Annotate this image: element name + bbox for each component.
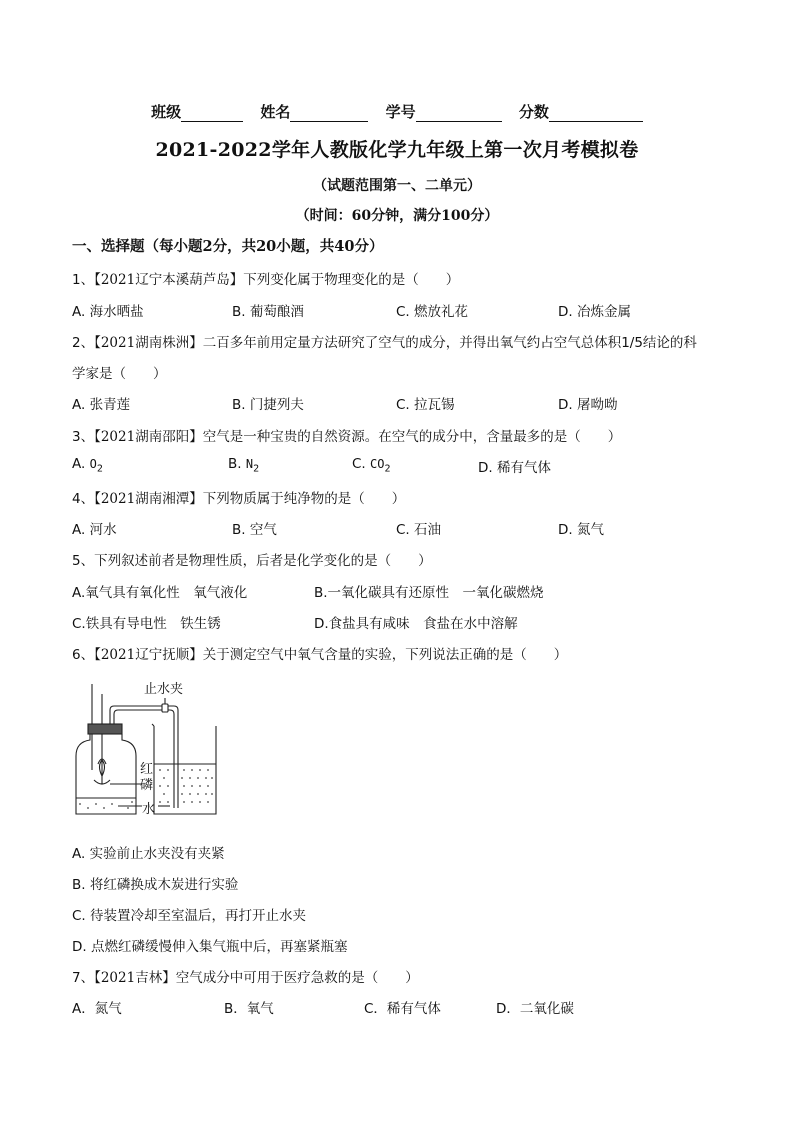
- question-number: 4、: [72, 491, 95, 507]
- option-c[interactable]: C．稀有气体: [364, 1001, 441, 1017]
- option-c[interactable]: C. 待装置冷却至室温后，再打开止水夹: [72, 908, 307, 924]
- student-info-header: [0, 101, 794, 122]
- option-d[interactable]: [478, 456, 551, 476]
- oxygen-experiment-figure: [70, 680, 230, 820]
- class-field[interactable]: [151, 101, 243, 122]
- option-letter: A.: [72, 456, 86, 472]
- question-6: [72, 643, 567, 663]
- student-no-label: 学号: [385, 103, 416, 121]
- question-number: 2、: [72, 335, 95, 351]
- class-label: 班级: [151, 103, 182, 121]
- question-source: 【2021湖南邵阳】: [94, 429, 203, 445]
- clamp-label: 止水夹: [144, 682, 184, 697]
- option-letter: D.: [478, 460, 493, 476]
- option-d[interactable]: D. 点燃红磷缓慢伸入集气瓶中后，再塞紧瓶塞: [72, 939, 348, 955]
- option-b[interactable]: B．氧气: [224, 1001, 274, 1017]
- option-a[interactable]: A．氮气: [72, 1001, 122, 1017]
- option-a[interactable]: A. 海水晒盐: [72, 304, 144, 320]
- option-b[interactable]: B. 空气: [232, 522, 277, 538]
- question-source: 【2021吉林】: [94, 970, 176, 986]
- question-source: 【2021辽宁抚顺】: [94, 647, 203, 663]
- question-7: [72, 966, 419, 986]
- formula-subscript: 2: [96, 463, 103, 475]
- option-d[interactable]: D. 屠呦呦: [558, 397, 618, 413]
- student-no-field[interactable]: [386, 101, 502, 122]
- question-stem: 空气成分中可用于医疗急救的是（ ）: [175, 970, 419, 986]
- question-number: 1、: [72, 272, 95, 288]
- option-d[interactable]: D.食盐具有咸味 食盐在水中溶解: [314, 616, 518, 632]
- question-number: 5、: [72, 553, 95, 569]
- formula-subscript: 2: [384, 463, 391, 475]
- question-number: 3、: [72, 429, 95, 445]
- question-number: 6、: [72, 647, 95, 663]
- chem-formula: [370, 457, 391, 475]
- question-3: [72, 425, 621, 445]
- chem-formula: [245, 457, 260, 475]
- question-2-stem-cont: 学家是（ ）: [72, 366, 167, 382]
- water-label: 水: [142, 802, 156, 817]
- option-a[interactable]: A. 实验前止水夹没有夹紧: [72, 846, 225, 862]
- question-source: 【2021湖南株洲】: [94, 335, 203, 351]
- formula-subscript: 2: [253, 463, 260, 475]
- question-stem: 下列物质属于纯净物的是（ ）: [202, 491, 406, 507]
- exam-title: 2021-2022学年人教版化学九年级上第一次月考模拟卷: [155, 139, 639, 161]
- section-heading: 一、选择题（每小题2分，共20小题，共40分）: [72, 238, 384, 255]
- score-field[interactable]: [519, 101, 643, 122]
- question-source: 【2021辽宁本溪葫芦岛】: [94, 272, 244, 288]
- option-b[interactable]: B. 门捷列夫: [232, 397, 304, 413]
- question-number: 7、: [72, 970, 95, 986]
- option-a[interactable]: A. 张青莲: [72, 397, 131, 413]
- exam-time-info: （时间：60分钟，满分100分）: [295, 208, 499, 224]
- phosphorus-label: 红磷: [140, 762, 154, 793]
- option-c[interactable]: C. 拉瓦锡: [396, 397, 455, 413]
- question-stem: 空气是一种宝贵的自然资源。在空气的成分中，含量最多的是（ ）: [202, 429, 622, 445]
- question-1: [72, 268, 459, 288]
- question-stem: 关于测定空气中氧气含量的实验，下列说法正确的是（ ）: [202, 647, 568, 663]
- formula-text: O: [89, 457, 97, 471]
- question-source: 【2021湖南湘潭】: [94, 491, 203, 507]
- question-stem: 二百多年前用定量方法研究了空气的成分，并得出氧气约占空气总体积1/5结论的科: [202, 335, 697, 351]
- name-label: 姓名: [260, 103, 291, 121]
- score-label: 分数: [518, 103, 549, 121]
- question-stem: 下列变化属于物理变化的是（ ）: [243, 272, 460, 288]
- option-c[interactable]: C.铁具有导电性 铁生锈: [72, 616, 221, 632]
- option-c[interactable]: C. 石油: [396, 522, 442, 538]
- question-2: [72, 331, 697, 351]
- option-text: 稀有气体: [496, 460, 551, 476]
- chem-formula: [89, 457, 103, 475]
- question-4: [72, 487, 405, 507]
- option-b[interactable]: B. 葡萄酿酒: [232, 304, 304, 320]
- option-a[interactable]: A.氧气具有氧化性 氧气液化: [72, 585, 248, 601]
- formula-text: CO: [370, 457, 385, 471]
- option-c[interactable]: C. 燃放礼花: [396, 304, 469, 320]
- option-letter: C.: [352, 456, 366, 472]
- option-a[interactable]: A. 河水: [72, 522, 117, 538]
- exam-scope: （试题范围第一、二单元）: [313, 178, 481, 194]
- option-d[interactable]: D. 氮气: [558, 522, 604, 538]
- question-5: [72, 549, 432, 569]
- option-letter: B.: [228, 456, 242, 472]
- option-d[interactable]: D．二氧化碳: [496, 1001, 574, 1017]
- name-field[interactable]: [260, 101, 368, 122]
- option-b[interactable]: B.一氧化碳具有还原性 一氧化碳燃烧: [314, 585, 544, 601]
- option-b[interactable]: B. 将红磷换成木炭进行实验: [72, 877, 239, 893]
- question-stem: 下列叙述前者是物理性质，后者是化学变化的是（ ）: [94, 553, 432, 569]
- option-b[interactable]: [228, 456, 259, 474]
- option-c[interactable]: [352, 456, 391, 474]
- option-a[interactable]: [72, 456, 103, 474]
- formula-text: N: [245, 457, 254, 471]
- option-d[interactable]: D. 冶炼金属: [558, 304, 631, 320]
